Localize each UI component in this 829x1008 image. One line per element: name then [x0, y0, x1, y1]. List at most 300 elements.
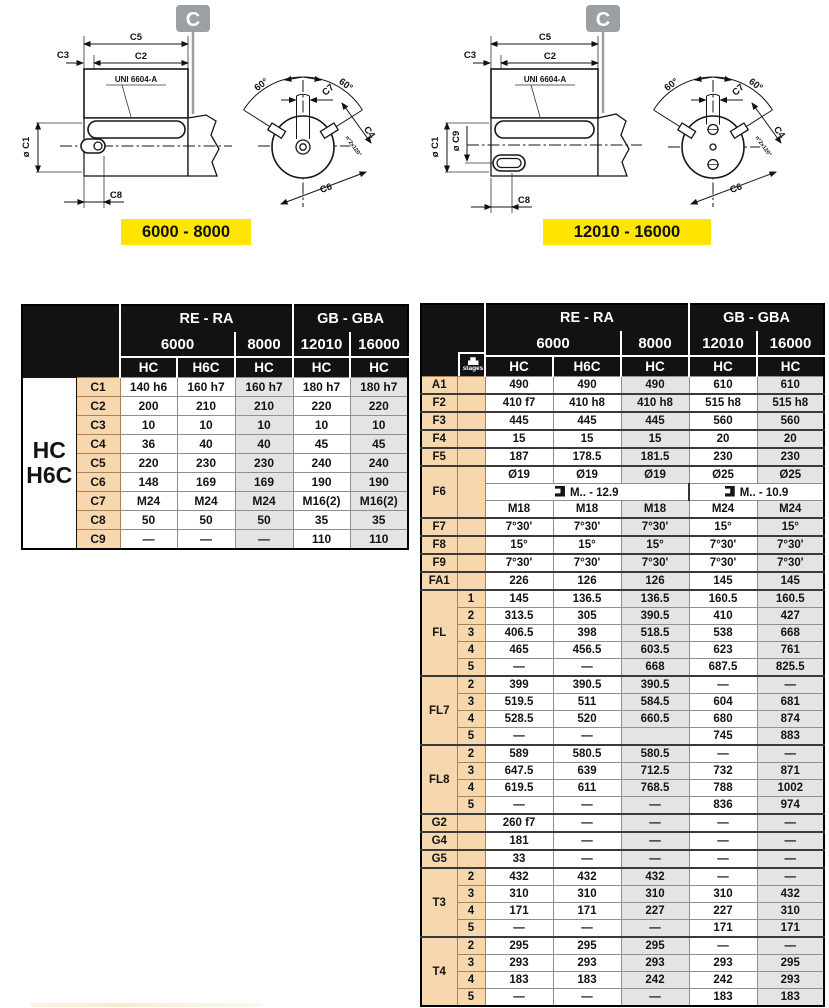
angle-label-60-right: 60°	[746, 76, 765, 94]
dim-label-c5: C5	[129, 32, 143, 43]
value-cell: —	[553, 728, 621, 746]
value-cell: 180 h7	[350, 378, 408, 397]
stages-header	[458, 352, 485, 376]
value-cell: 310	[689, 886, 757, 903]
size-caption-12010-16000	[543, 219, 711, 245]
value-cell: —	[235, 530, 293, 550]
note-n2x120: n°2x120°	[753, 135, 773, 158]
header-size-6000: 6000	[485, 331, 621, 356]
row-label-FL8: FL8	[421, 745, 457, 814]
value-cell: Ø25	[689, 466, 757, 484]
value-cell: 295	[757, 955, 824, 972]
value-cell: 515 h8	[757, 394, 824, 412]
value-cell: 445	[485, 412, 553, 430]
value-cell: M24	[689, 501, 757, 519]
value-cell: 538	[689, 625, 757, 642]
value-cell: 712.5	[621, 763, 689, 780]
header-type: HC	[350, 357, 408, 378]
value-cell: Ø19	[621, 466, 689, 484]
value-cell: 183	[485, 972, 553, 989]
header-re-ra: RE - RA	[120, 305, 293, 332]
value-cell: 681	[757, 694, 824, 711]
dim-label-c2: C2	[134, 51, 148, 62]
value-cell: M16(2)	[293, 492, 350, 511]
value-cell	[621, 728, 689, 746]
value-cell: M18	[485, 501, 553, 519]
row-label-A1: A1	[421, 377, 457, 395]
header-type: HC	[621, 356, 689, 377]
header-type: HC	[235, 357, 293, 378]
header-size-12010: 12010	[689, 331, 757, 356]
value-cell: 7°30'	[485, 518, 553, 536]
value-cell: 647.5	[485, 763, 553, 780]
value-cell: 560	[689, 412, 757, 430]
value-cell: 171	[689, 920, 757, 938]
header-type: H6C	[177, 357, 235, 378]
value-cell: —	[177, 530, 235, 550]
value-cell: M24	[120, 492, 177, 511]
value-cell: 313.5	[485, 608, 553, 625]
value-cell: —	[689, 676, 757, 694]
value-cell: —	[621, 920, 689, 938]
row-label-F3: F3	[421, 412, 457, 430]
value-cell: 10	[350, 416, 408, 435]
value-cell: Ø25	[757, 466, 824, 484]
value-cell: 660.5	[621, 711, 689, 728]
value-cell: 432	[553, 868, 621, 886]
stage-cell	[457, 518, 485, 536]
value-cell: 520	[553, 711, 621, 728]
value-cell: —	[553, 797, 621, 815]
keyway-slot	[495, 121, 594, 138]
value-cell: 825.5	[757, 659, 824, 677]
value-cell: —	[757, 832, 824, 850]
row-label-F6: F6	[421, 466, 457, 518]
value-cell: 680	[689, 711, 757, 728]
value-cell: 240	[293, 454, 350, 473]
stage-cell	[457, 850, 485, 868]
value-cell: 145	[757, 572, 824, 590]
bolt-icon	[555, 486, 565, 497]
value-cell: 40	[235, 435, 293, 454]
value-cell: 7°30'	[553, 518, 621, 536]
note-n2x120: n°2x120°	[343, 135, 363, 158]
value-cell: 178.5	[553, 448, 621, 466]
row-label-C6: C6	[76, 473, 120, 492]
value-cell: 293	[621, 955, 689, 972]
value-cell: —	[485, 920, 553, 938]
value-cell: 242	[689, 972, 757, 989]
dim-label-c2: C2	[543, 51, 557, 62]
badge-letter: C	[185, 9, 201, 31]
value-cell: 169	[177, 473, 235, 492]
value-cell: 293	[485, 955, 553, 972]
row-label-C5: C5	[76, 454, 120, 473]
value-cell: 610	[689, 377, 757, 395]
header-type: HC	[120, 357, 177, 378]
value-cell: 140 h6	[120, 378, 177, 397]
stage-cell	[457, 554, 485, 572]
value-cell: 295	[553, 937, 621, 955]
value-cell: M24	[757, 501, 824, 519]
value-cell: 136.5	[553, 590, 621, 608]
value-cell: 35	[293, 511, 350, 530]
value-cell: —	[757, 850, 824, 868]
value-cell: 35	[350, 511, 408, 530]
value-cell: 7°30'	[689, 554, 757, 572]
dim-label-c4: C4	[361, 124, 378, 141]
header-gb-gba: GB - GBA	[293, 305, 408, 332]
value-cell: M18	[621, 501, 689, 519]
value-cell: 110	[293, 530, 350, 550]
stage-cell: 4	[457, 642, 485, 659]
value-cell: 15	[553, 430, 621, 448]
value-cell: 639	[553, 763, 621, 780]
dim-label-c7: C7	[320, 81, 337, 99]
value-cell: 190	[293, 473, 350, 492]
value-cell: 611	[553, 780, 621, 797]
dimension-drawing-12010-16000	[415, 0, 829, 262]
value-cell: 432	[757, 886, 824, 903]
dim-label-c5: C5	[538, 32, 552, 43]
value-cell: —	[621, 850, 689, 868]
value-cell: 293	[689, 955, 757, 972]
stage-cell: 5	[457, 797, 485, 815]
value-cell: 15	[621, 430, 689, 448]
value-cell: 490	[485, 377, 553, 395]
value-cell: 160 h7	[177, 378, 235, 397]
value-cell: 623	[689, 642, 757, 659]
value-cell: 732	[689, 763, 757, 780]
stage-cell: 3	[457, 694, 485, 711]
stage-cell: 4	[457, 711, 485, 728]
value-cell: —	[553, 920, 621, 938]
value-cell: M.. - 10.9	[689, 484, 824, 501]
value-cell: 220	[120, 454, 177, 473]
value-cell: 15°	[553, 536, 621, 554]
row-label-G2: G2	[421, 814, 457, 832]
value-cell: 305	[553, 608, 621, 625]
value-cell: M16(2)	[350, 492, 408, 511]
value-cell: 15°	[621, 536, 689, 554]
value-cell: 768.5	[621, 780, 689, 797]
value-cell: 310	[621, 886, 689, 903]
row-label-C3: C3	[76, 416, 120, 435]
stage-cell: 4	[457, 903, 485, 920]
header-type: HC	[757, 356, 824, 377]
value-cell: 181	[485, 832, 553, 850]
gear-stack-icon	[468, 357, 479, 365]
value-cell: 230	[177, 454, 235, 473]
value-cell: 227	[621, 903, 689, 920]
value-cell: —	[621, 797, 689, 815]
stage-cell: 4	[457, 972, 485, 989]
value-cell: Ø19	[553, 466, 621, 484]
value-cell: 406.5	[485, 625, 553, 642]
value-cell: 45	[350, 435, 408, 454]
dimensions-table-stages	[420, 303, 825, 1007]
value-cell: 171	[485, 903, 553, 920]
value-cell: 295	[621, 937, 689, 955]
value-cell: 519.5	[485, 694, 553, 711]
value-cell: 410 h8	[621, 394, 689, 412]
value-cell: —	[621, 832, 689, 850]
value-cell: 310	[757, 903, 824, 920]
angle-label-60-right: 60°	[336, 76, 355, 94]
value-cell: 242	[621, 972, 689, 989]
value-cell: 220	[350, 397, 408, 416]
value-cell: 136.5	[621, 590, 689, 608]
value-cell: 40	[177, 435, 235, 454]
value-cell: 210	[177, 397, 235, 416]
value-cell: 390.5	[553, 676, 621, 694]
value-cell: 7°30'	[485, 554, 553, 572]
value-cell: 20	[757, 430, 824, 448]
stage-cell	[457, 412, 485, 430]
value-cell: 410	[689, 608, 757, 625]
standard-label-uni6604a: UNI 6604-A	[523, 75, 567, 84]
value-cell: 668	[757, 625, 824, 642]
value-cell: 399	[485, 676, 553, 694]
stage-cell: 3	[457, 955, 485, 972]
value-cell: 220	[293, 397, 350, 416]
stages-label: stages	[462, 365, 484, 373]
header-size-8000: 8000	[621, 331, 689, 356]
svg-text:12010 - 16000: 12010 - 16000	[573, 223, 681, 241]
value-cell: 50	[235, 511, 293, 530]
value-cell: 390.5	[621, 676, 689, 694]
value-cell: 230	[235, 454, 293, 473]
header-re-ra: RE - RA	[485, 304, 689, 331]
value-cell: 230	[757, 448, 824, 466]
row-label-F2: F2	[421, 394, 457, 412]
value-cell: 15°	[485, 536, 553, 554]
dim-label-c8: C8	[109, 190, 123, 201]
scan-edge-artifact	[30, 1003, 262, 1007]
header-type: HC	[689, 356, 757, 377]
value-cell: —	[757, 676, 824, 694]
stage-cell: 2	[457, 608, 485, 625]
value-cell: —	[621, 814, 689, 832]
value-cell: 171	[757, 920, 824, 938]
value-cell: 180 h7	[293, 378, 350, 397]
value-cell: 310	[485, 886, 553, 903]
value-cell: 230	[689, 448, 757, 466]
value-cell: 874	[757, 711, 824, 728]
header-gb-gba: GB - GBA	[689, 304, 824, 331]
value-cell: 183	[689, 989, 757, 1007]
value-cell: 7°30'	[553, 554, 621, 572]
value-cell: 974	[757, 797, 824, 815]
value-cell: 10	[293, 416, 350, 435]
row-label-C8: C8	[76, 511, 120, 530]
value-cell: 518.5	[621, 625, 689, 642]
value-cell: M24	[235, 492, 293, 511]
dim-label-c3: C3	[56, 50, 70, 61]
value-cell: 45	[293, 435, 350, 454]
value-cell: 432	[621, 868, 689, 886]
value-cell: 227	[689, 903, 757, 920]
value-cell: 110	[350, 530, 408, 550]
dim-label-c3: C3	[463, 50, 477, 61]
value-cell: M24	[177, 492, 235, 511]
stage-cell: 3	[457, 625, 485, 642]
dim-label-c4: C4	[771, 124, 788, 141]
value-cell: 183	[757, 989, 824, 1007]
stage-cell: 4	[457, 780, 485, 797]
header-size-16000: 16000	[350, 332, 408, 357]
value-cell: 490	[621, 377, 689, 395]
value-cell: 10	[120, 416, 177, 435]
stage-cell: 5	[457, 728, 485, 746]
row-label-F7: F7	[421, 518, 457, 536]
value-cell: 15°	[689, 518, 757, 536]
stage-cell	[457, 448, 485, 466]
value-cell: 200	[120, 397, 177, 416]
value-cell: 293	[553, 955, 621, 972]
value-cell: 145	[485, 590, 553, 608]
stage-cell: 3	[457, 763, 485, 780]
stage-cell: 3	[457, 886, 485, 903]
value-cell: —	[120, 530, 177, 550]
stage-cell	[457, 832, 485, 850]
table-corner	[421, 304, 485, 377]
value-cell: 33	[485, 850, 553, 868]
svg-text:6000 - 8000: 6000 - 8000	[141, 223, 231, 241]
stage-cell	[457, 536, 485, 554]
stage-cell: 2	[457, 868, 485, 886]
row-label-FL: FL	[421, 590, 457, 676]
value-cell: 20	[689, 430, 757, 448]
dim-label-c7: C7	[730, 81, 747, 99]
value-cell: 187	[485, 448, 553, 466]
value-cell: 295	[485, 937, 553, 955]
value-cell: —	[757, 745, 824, 763]
value-cell: 668	[621, 659, 689, 677]
value-cell: 432	[485, 868, 553, 886]
value-cell: 10	[177, 416, 235, 435]
value-cell: 10	[235, 416, 293, 435]
row-label-F4: F4	[421, 430, 457, 448]
value-cell: 169	[235, 473, 293, 492]
value-cell: —	[485, 659, 553, 677]
value-cell: 398	[553, 625, 621, 642]
value-cell: 515 h8	[689, 394, 757, 412]
flange-end-view	[654, 76, 788, 207]
value-cell: 160.5	[757, 590, 824, 608]
value-cell: 240	[350, 454, 408, 473]
value-cell: 761	[757, 642, 824, 659]
row-label-C9: C9	[76, 530, 120, 550]
value-cell: 528.5	[485, 711, 553, 728]
stage-cell: 5	[457, 659, 485, 677]
value-cell: 310	[553, 886, 621, 903]
value-cell: 490	[553, 377, 621, 395]
value-cell: 619.5	[485, 780, 553, 797]
row-label-C2: C2	[76, 397, 120, 416]
row-label-G5: G5	[421, 850, 457, 868]
angle-label-60-left: 60°	[662, 76, 681, 94]
row-label-FA1: FA1	[421, 572, 457, 590]
stage-cell: 5	[457, 989, 485, 1007]
value-cell: 148	[120, 473, 177, 492]
size-caption-6000-8000	[121, 219, 251, 245]
value-cell: 427	[757, 608, 824, 625]
value-cell: 445	[621, 412, 689, 430]
stage-cell	[457, 572, 485, 590]
value-cell: 7°30'	[757, 536, 824, 554]
row-label-FL7: FL7	[421, 676, 457, 745]
value-cell: —	[553, 659, 621, 677]
value-cell: 126	[621, 572, 689, 590]
value-cell: —	[485, 728, 553, 746]
row-label-C1: C1	[76, 378, 120, 397]
value-cell: —	[689, 832, 757, 850]
value-cell: 15	[485, 430, 553, 448]
dimension-drawing-6000-8000	[0, 0, 415, 262]
value-cell: 160 h7	[235, 378, 293, 397]
value-cell: 160.5	[689, 590, 757, 608]
value-cell: 456.5	[553, 642, 621, 659]
value-cell: —	[757, 814, 824, 832]
value-cell: 580.5	[621, 745, 689, 763]
header-size-8000: 8000	[235, 332, 293, 357]
header-type: H6C	[553, 356, 621, 377]
dim-label-c6: C6	[728, 181, 744, 196]
stage-cell	[457, 394, 485, 412]
header-size-6000: 6000	[120, 332, 235, 357]
value-cell: 260 f7	[485, 814, 553, 832]
value-cell: 7°30'	[689, 536, 757, 554]
value-cell: —	[621, 989, 689, 1007]
value-cell: 181.5	[621, 448, 689, 466]
value-cell: 687.5	[689, 659, 757, 677]
value-cell: 604	[689, 694, 757, 711]
row-label-F8: F8	[421, 536, 457, 554]
stage-cell	[457, 814, 485, 832]
value-cell: 410 h8	[553, 394, 621, 412]
value-cell: —	[689, 745, 757, 763]
value-cell: 190	[350, 473, 408, 492]
dim-label-c9: ø C9	[451, 130, 462, 152]
value-cell: 50	[177, 511, 235, 530]
value-cell: 465	[485, 642, 553, 659]
value-cell: 36	[120, 435, 177, 454]
value-cell: 1002	[757, 780, 824, 797]
value-cell: 511	[553, 694, 621, 711]
dim-label-c8: C8	[517, 195, 531, 206]
value-cell: 171	[553, 903, 621, 920]
row-label-C7: C7	[76, 492, 120, 511]
header-type: HC	[485, 356, 553, 377]
value-cell: 7°30'	[621, 518, 689, 536]
value-cell: 610	[757, 377, 824, 395]
standard-label-uni6604a: UNI 6604-A	[114, 75, 158, 84]
value-cell: 603.5	[621, 642, 689, 659]
row-label-G4: G4	[421, 832, 457, 850]
value-cell: —	[757, 937, 824, 955]
value-cell: 390.5	[621, 608, 689, 625]
value-cell: —	[689, 850, 757, 868]
dim-label-c1: ø C1	[430, 136, 441, 158]
value-cell: 15°	[757, 518, 824, 536]
value-cell: —	[689, 814, 757, 832]
value-cell: 293	[757, 972, 824, 989]
value-cell: —	[757, 868, 824, 886]
value-cell: M.. - 12.9	[485, 484, 689, 501]
side-label-hc-h6c: HC H6C	[22, 378, 76, 550]
row-label-C4: C4	[76, 435, 120, 454]
